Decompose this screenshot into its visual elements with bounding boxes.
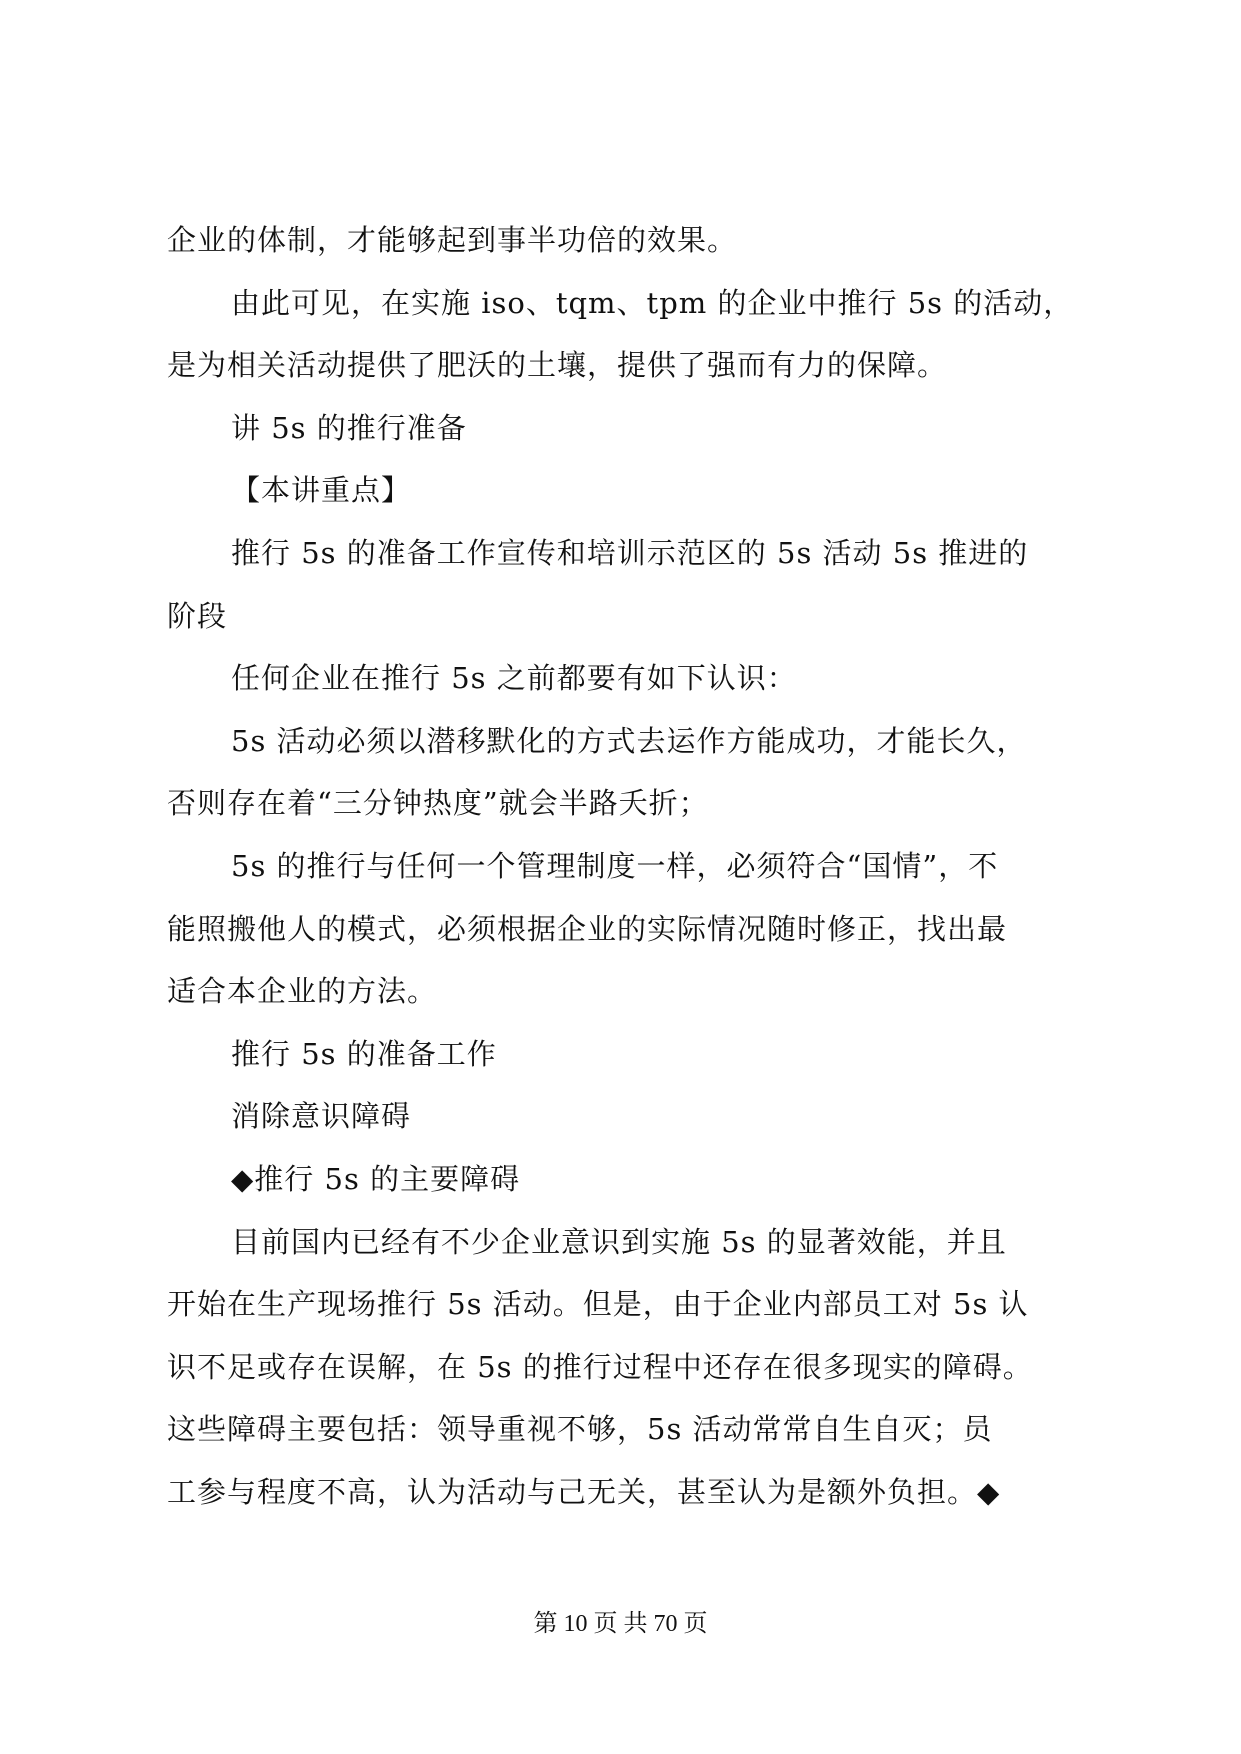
text-line: 识不足或存在误解，在 5s 的推行过程中还存在很多现实的障碍。 bbox=[167, 1349, 1033, 1384]
text-line: 讲 5s 的推行准备 bbox=[231, 410, 467, 445]
document-body bbox=[167, 225, 1097, 1539]
text-line: 5s 的推行与任何一个管理制度一样，必须符合“国情”，不 bbox=[231, 848, 999, 883]
text-line: 消除意识障碍 bbox=[231, 1099, 412, 1134]
text-line: 否则存在着“三分钟热度”就会半路夭折； bbox=[167, 786, 709, 821]
text-line: 任何企业在推行 5s 之前都要有如下认识： bbox=[231, 661, 797, 696]
text-line: 工参与程度不高，认为活动与己无关，甚至认为是额外负担。◆ bbox=[167, 1474, 1001, 1509]
text-line: 推行 5s 的准备工作宣传和培训示范区的 5s 活动 5s 推进的 bbox=[231, 535, 1029, 570]
text-line: ◆推行 5s 的主要障碍 bbox=[231, 1161, 521, 1196]
text-line: 开始在生产现场推行 5s 活动。但是，由于企业内部员工对 5s 认 bbox=[167, 1287, 1029, 1322]
text-line: 适合本企业的方法。 bbox=[167, 974, 438, 1009]
text-line: 是为相关活动提供了肥沃的土壤，提供了强而有力的保障。 bbox=[167, 348, 948, 383]
text-line: 能照搬他人的模式，必须根据企业的实际情况随时修正，找出最 bbox=[167, 911, 1008, 946]
text-line: 目前国内已经有不少企业意识到实施 5s 的显著效能，并且 bbox=[231, 1224, 1007, 1259]
text-line: 企业的体制，才能够起到事半功倍的效果。 bbox=[167, 223, 738, 257]
text-line: 5s 活动必须以潜移默化的方式去运作方能成功，才能长久， bbox=[231, 723, 1027, 758]
text-line: 【本讲重点】 bbox=[231, 473, 412, 508]
text-line: 这些障碍主要包括：领导重视不够，5s 活动常常自生自灭；员 bbox=[167, 1412, 993, 1447]
text-line: 阶段 bbox=[167, 598, 228, 633]
page-footer: 第 10 页 共 70 页 bbox=[533, 1611, 708, 1637]
text-line: 由此可见，在实施 iso、tqm、tpm 的企业中推行 5s 的活动， bbox=[231, 285, 1074, 320]
text-line: 推行 5s 的准备工作 bbox=[231, 1036, 497, 1071]
